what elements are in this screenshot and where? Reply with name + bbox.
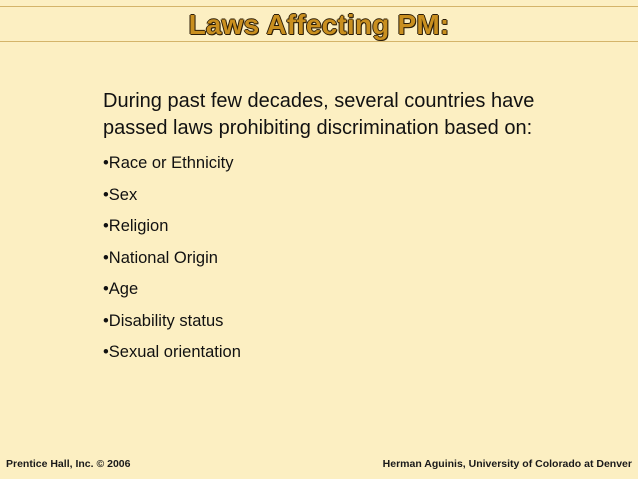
bullet-item-national-origin: •National Origin — [103, 248, 218, 267]
title-bar — [0, 6, 638, 42]
bullet-item-race: •Race or Ethnicity — [103, 154, 234, 172]
bullet-item-disability: •Disability status — [103, 311, 224, 330]
bullet-item-religion: •Religion — [103, 217, 169, 235]
slide-title: Laws Affecting PM: — [188, 9, 450, 40]
bullet-item-sex: •Sex — [103, 185, 138, 204]
intro-text: During past few decades, several countries have passed laws prohibiting discrimination based on: — [103, 90, 535, 139]
bullet-item-sexual-orientation: •Sexual orientation — [103, 343, 241, 361]
bullet-item-age: •Age — [103, 280, 139, 298]
footer-copyright: Prentice Hall, Inc. © 2006 — [6, 458, 131, 470]
slide-content — [103, 88, 583, 369]
bullet-list — [103, 148, 583, 369]
footer-author: Herman Aguinis, University of Colorado at Denver — [382, 458, 632, 470]
